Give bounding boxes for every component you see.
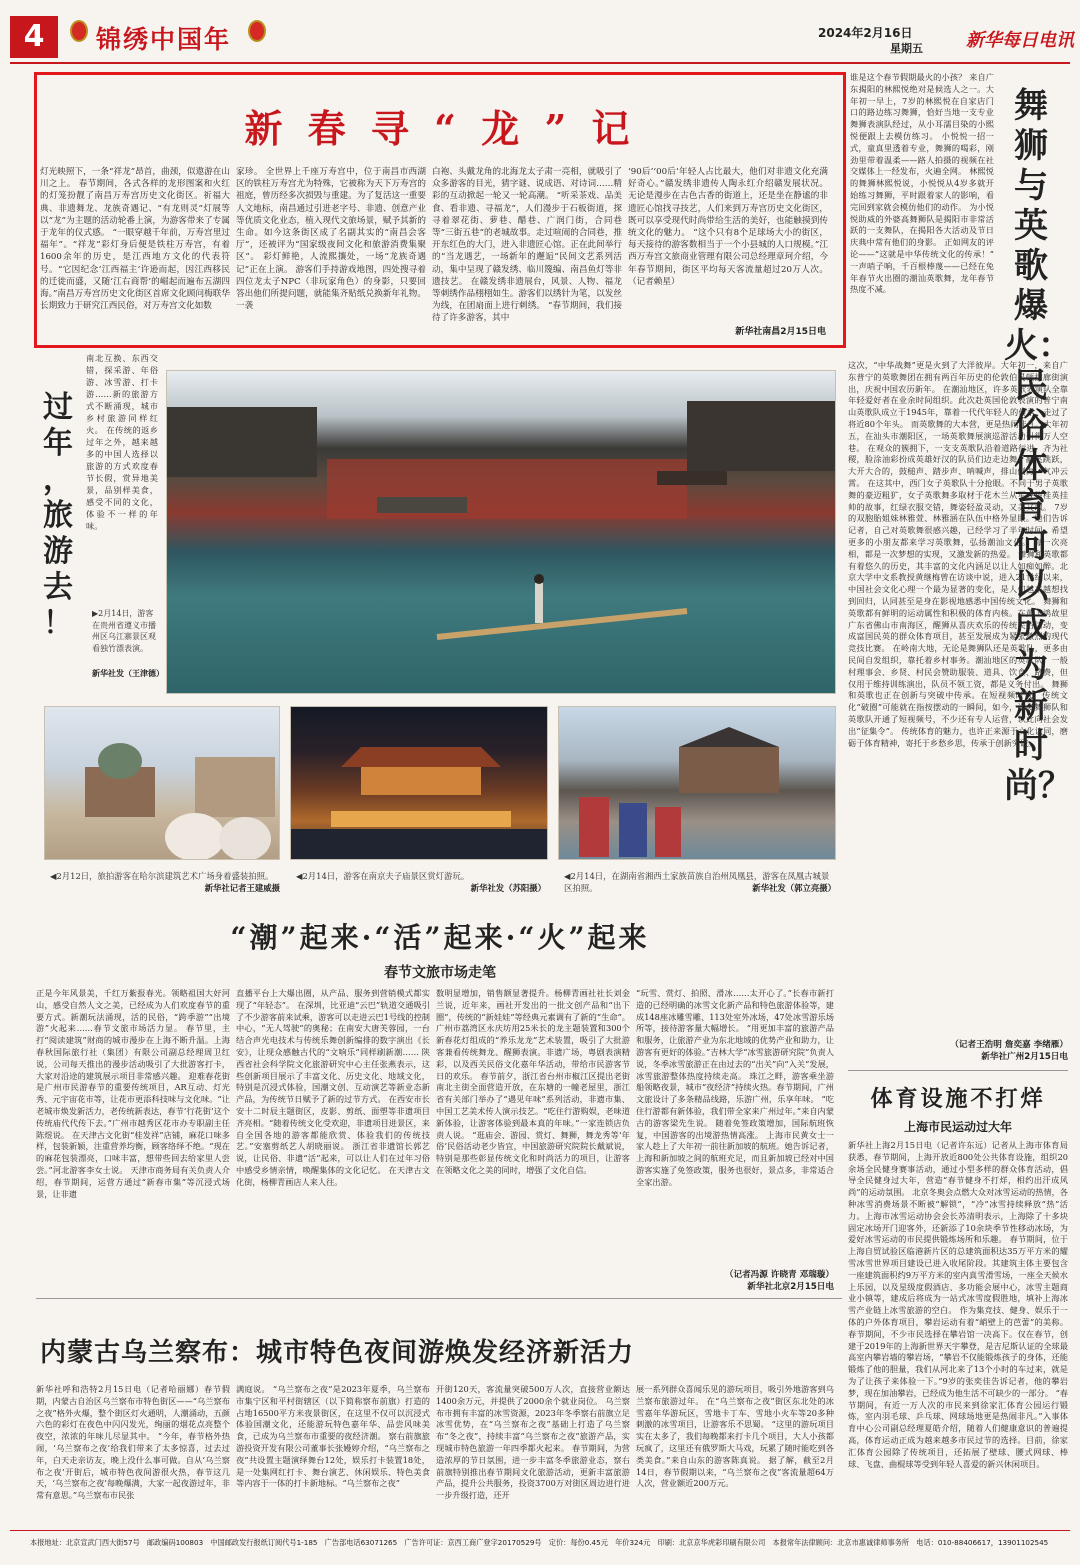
photo-caption: ◀2月12日，旅拍游客在哈尔滨建筑艺术广场身着盛装拍照。 (50, 871, 274, 881)
article-column: 新华社呼和浩特2月15日电（记者哈丽娜）春节假期，内蒙古自治区乌兰察布市特色街区——“乌兰察布之夜”格外火爆，整个街区灯火通明，人潮涌动，五颜六色的彩灯在夜色中闪闪发光，绚丽的烟花点亮整个夜空，浓浓的年味儿尽显其中。 “今年，春节格外热闹，‘乌兰察布之夜’给我们带来了太多惊喜，过去过年，白天走亲访友，晚上没什么事可做。自从‘乌兰察布之夜’开街后，城市特色夜间游很火热，春节这几天，‘乌兰察布之夜’每晚爆满，大家一起夜游过年，非常有意思。”乌兰察布市民张 (36, 1384, 230, 1501)
article-body: 新华社上海2月15日电（记者许东远）记者从上海市体育局获悉，春节期间，上海开放近800处公共体育设施，组织20余场全民健身赛事活动，通过小型多样的群众体育活动，倡导全民健身过大年，营造“春节健身不打烊，相约出汗成风尚”的运动氛围。 北京冬奥会点燃大众对冰雪运动的热情，各种冰雪消费场景不断被“解锁”，“冷”冰雪持续释放“热”活力。上海市冰雪运动协会会长苏清明表示，上海除了十多块固定冰场开门迎客外，还新添了10余块季节性移动冰场，为爱好冰雪运动的市民提供锻炼场所和乐趣。 春节期间，位于上海自贸试验区临港新片区的总建筑面积达35万平方米的耀雪冰雪世界项目建设已进入收尾阶段。其建筑主体主要包含一座建筑面积约9万平方米的室内真雪滑雪场，一座全天候水上乐园，以及星级度假酒店、多功能会展中心，冰雪主题商业小镇等，建成后将成为一站式冰雪度假胜地，填补上海冰雪产业链上冰雪旅游的空白。 作为集竞技、健身、娱乐于一体的户外体育项目，攀岩运动有着“峭壁上的芭蕾”的美称。春节期间，不少市民选择在攀岩馆一决高下。仅在春节，创建于2019年的上海新世界天宇攀登，是吉尼斯认证的全球最高室内攀岩墙的攀岩场，“攀岩不仅能锻炼孩子的身体，还能锻炼了他的胆量，我们从河北来了13个小时的车过来，就是为了让孩子来体验一下。”9岁的张奕佳告诉记者，他的攀岩梦，现在加油攀岩，已经成为他生活不可缺少的一部分。 “春节期间，有近一万人次的市民来到徐家汇体育公园运行锻炼，室内羽毛球、乒乓球、网球场地更是热闹非凡。”入事体育中心公司副总经理夏皓介绍，随着人们健康意识的普遍提高，体育运动正成为越来越多市民过节的选择。目前，徐家汇体育公园除了传统项目，还拓展了壁球、腰式网球、棒球、飞盘、曲棍球等受到年轻人喜爱的新兴休闲项目。 (848, 1140, 1068, 1469)
photo-credit: 新华社发（苏阳摄） (470, 883, 546, 893)
photo-caption: ◀2月14日，在湖南省湘西土家族苗族自治州凤凰县，游客在凤凰古城景区拍照。 (564, 871, 830, 893)
photo-fenghuang-town (558, 706, 836, 860)
article-column: ‘90后’‘00后’年轻人占比最大，他们对非遗文化充满好奇心。”赣发绣非遗传人陶永红介绍赣发展状况。 无论是漫步在古色古香的街道上，还是坐在静谧的非遗匠心馆找寻技艺，人们来到万寿宫历史文化街区，既可以享受现代时尚带给生活的美好，也能触摸到传统文化的魅力。 “这个只有8个足球场大小的街区，每天接待的游客数相当于一个小县城的人口规模。”江西万寿宫文旅商业管理有限公司总经理章珂介绍，今年春节期间，街区平均每天客流量超过20万人次。（记者赖星） (628, 167, 828, 287)
article-title: 体育设施不打烊 (870, 1086, 1046, 1112)
photo-caption: ◀2月14日，游客在南京夫子庙景区赏灯游玩。 (296, 871, 470, 881)
header-rule (10, 62, 1070, 64)
article-title: “潮”起来·“活”起来·“火”起来 (230, 921, 650, 954)
photo-credit: 新华社发（郭立亮摄） (752, 883, 836, 893)
photo-credit: 新华社发（王津德） (92, 669, 164, 678)
article-column: 直播平台上大爆出圈，从产品、服务到营销模式都实现了“年轻态”。 在深圳，比亚迪“云巴”轨道交通吸引了不少游客前来试乘，游客可以走进云巴1号线的控制中心，“无人驾驶”的奥秘；在南安大唐芙蓉园，一台结合声光电技术与传统乐舞创新编排的数字演出《长安》，让现众感触古代的“文响乐”同样刷新潮…… 陕西省社会科学院文化旅游研究中心主任张燕表示，这些创新项目展示了丰富文化、历史文化、地域文化，特别是沉浸式体验，国潮文创、互动演艺等新业态新产品，为传统节日赋予了新的过节方式。 在西安市长安十二时辰主题街区，皮影、剪纸、面塑等非遗项目齐亮相。“随着传统文化受欢迎，非遗项目进景区，来自全国各地的游客都能欣赏、体验我们的传统技艺。”安塞剪纸艺人胡晓丽说。 浙江省非遗馆长郭艺说，让民俗、非遗“活”起来，可以让人们在过年习俗中感受乡情亲情，唤醒集体的文化记忆。 在天津古文化街，杨柳青画店人来人往。 (236, 988, 430, 1187)
lantern-icon (248, 20, 266, 42)
article-column: 数明显增加，销售额显著提升。杨柳青画社社长刘金兰说，近年来，画社开发出的一批文创产品和“出下圈”，传统的“新娃娃”等经典元素调有了新的“生命”。 广州市荔湾区永庆坊用25米长的龙主题装置和300个新春花灯组成的“养乐龙龙”艺术装置，吸引了大批游客兼看传统舞龙、醒狮表演。非遗广场，粤剧表演精彩，以及西关民俗文化嘉年华活动，带给市民游客节日的欢乐。 春节前夕，浙江省台州市椒江区提出老街南北主街全面营造开放，在东塘的一幢老屋里，浙江省有关部门举办了“遇见年味”系列活动，非遗市集、中国工艺美术传人演示技艺。“吃住行游购娱，老味道新体验，让游客体验到最本真的年味。”一家连锁店负责人说。 “逛庙会、游园、赏灯、舞狮，舞龙秀等‘年俗’民俗活动老少皆宜，中国旅游研究院院长戴斌说，特别是那些彰显传统文化和时尚活力的项目，让游客在领略文化之美的同时，增强了文化自信。 (436, 988, 630, 1175)
article-byline: （记者冯源 许晓青 邓瑞璇） (724, 1270, 834, 1280)
article-title: 内蒙古乌兰察布：城市特色夜间游焕发经济新活力 (40, 1338, 635, 1368)
article-title: 新 春 寻 “ 龙 ” 记 (244, 106, 636, 151)
photo-caption: ▶2月14日，游客在贵州省遵义市播州区乌江寨景区观看独竹漂表演。 (92, 609, 156, 653)
article-intro: 谁是这个春节假期最火的小孩？ 来自广东揭阳的林熙悦绝对是候选人之一。大年初一早上，7岁的林熙悦在自家店门口的路边练习舞狮，恰好当地一支专业舞狮表演队经过，从小耳濡目染的小熙悦便跟上去模仿练习。 小悦悦一招一式，童真里透着专业，舞狮的喝彩，刚劲里带着温柔——路人拍摄的视频在社交媒体上一经发布，火遍全网。 林熙悦的舞狮林熙悦说，小悦悦从4岁多就开始练习舞狮，平时跟着家人的影响，看完回到家就会模仿他们的动作。 为小悦悦助威的外婆高舞狮队是揭阳市非常活跃的一支舞队，在揭阳各大活动及节日庆典中常有他们的身影。 正如网友的评论——“这就是中华传统文化的传承！” 一声哨子响，千百根棒蔑——已经在兔年春节火出圈的潮汕英歌舞，龙年春节热度不减。 (850, 72, 994, 295)
article-column: 正是今年风景美，千红万紫报春光。领略祖国大好河山，感受自然人文之美，已经成为人们欢度春节的重要方式。新潮玩法涌现，活的民俗，“跨季游”“出境游”火起来……春节文旅市场活力显。 春节里，主打“阅读建筑”财商的城市漫步在上海不断升温。上海春秋国际旅行社（集团）有限公司副总经理周卫红说，公司每天推出的漫步活动吸引了大批游客打卡，大家对沿途的建筑展示项目非常感兴趣。 迎难春花街是广州市民游春节的重要传统项目，AR互动、灯光秀、元宇宙花市等，让花市更添科技味与文化味。“让老城市焕发新活力，老传统新表达，春节‘行花街’这个传统庙代代传下去。”广州市越秀区花市办专职副主任陈煜说。 在天津古文化街“桂发祥”店铺，麻花口味多样，包装新颖，注重营养均衡，顾客络绎不绝。“现在的麻花包装漂亮，口味丰富，想带些回去给家里人尝尝。”河北游客李女士说。 天津市商务局有关负责人介绍，春节期间，运营方通过“新春市集”等沉浸式场景，让非遗 (36, 988, 230, 1199)
photo-story-title: 过 年 ， 旅 游 去 ！ (43, 390, 73, 641)
photo-nanjing-lanterns (290, 706, 548, 860)
main-photo-drift-boat (166, 370, 836, 694)
article-column: 白袍、头戴龙角的北海龙太子肃一亮相，就吸引了众多游客的目光，猜字谜、说成语、对诗词……精彩的互动掀起一轮又一轮高潮。 “听采茶戏、品美食、看非遗、寻福龙”，人们漫步于石板街道，探寻着翠花街、萝巷、醋巷、广润门街，合同巷等“三街五巷”的老城故事。走过喧闹的合同巷，推开东红色的大门，进入非遗匠心馆。正在此间举行的“当龙遇艺，一场新年的邂逅”民间文艺系列活动，集中呈现了赣发绣、临川篾编、南昌鱼灯等非遗技艺。 在赣发绣非遗展台，风景、人物、福龙等刺绣作品栩栩如生。游客们以绣针为笔，以发丝为线，在团扇面上进行刺绣。 “春节期间，我们接待了许多游客，其中 (432, 167, 622, 324)
article-column: 开街120天，客流量突破500万人次，直接营业额达1400余万元，并提供了2000余个就业岗位。 乌兰察布市拥有丰富的冰雪资源，2023年冬季察右前旗立足冰雪优势，在“乌兰察布之夜”基础上打造了乌兰察布“冬之夜”，持续丰富“乌兰察布之夜”旅游产品，实现城市特色旅游一年四季都火起来。 春节期间，为营造浓厚的节日氛围，进一步丰富冬季旅游业态，察右前旗特别推出春节期间文化旅游活动，更新丰富旅游产品，提升公共服务，投资3700万对街区周边进行进一步升级打造，还开 (436, 1384, 630, 1501)
article-column: 满庭说。 “乌兰察布之夜”是2023年夏季，乌兰察布市集宁区和平村街辖区（以下简称察布前旗）打造的占地16500平方米夜景街区，在这里不仅可以沉浸式体验国潮文化，还能游玩特色嘉年华、品尝风味美食，已成为乌兰察布市重要的夜经济潮。 察右前旗旅游投资开发有限公司董事长张嫚婷介绍，“乌兰察布之夜”共设置主题演绎舞台12处，娱乐打卡装置18处，是一处集网红打卡、舞台演艺、休闲娱乐、特色美食等内容于一体的打卡新地标。“乌兰察布之夜” (236, 1384, 430, 1489)
issue-weekday: 星期五 (890, 42, 923, 55)
article-subtitle: 春节文旅市场走笔 (384, 965, 496, 981)
paper-name: 新华每日电讯 (966, 30, 1074, 51)
article-column: “玩雪、赏灯、拍照、滑冰……太开心了。”长春市新打造的已经明确的冰雪文化新产品和特色旅游体验等，建成148座冰雕雪雕、113处室外冰场，47处冰雪游乐场所等，接待游客量大幅增长。 “用更加丰富的旅游产品和服务，让旅游产业为东北地域的优势产业和助力，让游客有更好的体验。”吉林大学“冰雪旅游研究院”负责人说，冬季冰雪旅游正在由过去的“出关”向“入关”发展，冰雪旅游整体热度持续走高。 珠江之畔，游客乘坐游船领略夜景，城市“夜经济”持续火热。春节期间，广州文旅设计了多条精品线路，乐游广州，乐享年味。 “吃住行游都有新体验，我们带全家来广州过年。”来自内蒙古的游客梁先生说。 随着免签政策增加，国际航班恢复，中国游客的出境游热情高涨。 上海市民黄女士一家人趁上了大年初一前往新加坡的航班。她告诉记者，上海和新加坡之间的航班充足，而且新加坡已经对中国游客实施了免签政策，服务也很好，景点多，非常适合全家出游。 (636, 988, 834, 1187)
photo-credit: 新华社记者王建威摄 (204, 883, 280, 893)
article-source: 新华社南昌2月15日电 (735, 327, 826, 337)
footer-rule (10, 1530, 1070, 1531)
footer-info: 本报地址：北京宣武门西大街57号 邮政编码100803 中国邮政发行报纸订阅代号1-185 广告部电话63071265 广告许可证：京西工商广登字20170529号 定价：每份0.45元 年价324元 印刷：北京京华虎彩印刷有限公司 本报常年法律顾问：北京市惠诚律师事务所 电话：010-88406617，13901102545 (30, 1538, 1049, 1547)
photo-story-intro: 南北互换、东西交错，探采游、年俗游、冰雪游、打卡游……新的旅游方式不断涌现，城市乡村旅游同样红火。 在传统的返乡过年之外，越来越多的中国人选择以旅游的方式欢度春节长假，赏异地美景，品别样美食，感受不同的文化，体验不一样的年味。 (86, 353, 158, 531)
article-source: 新华社广州2月15日电 (981, 1052, 1068, 1062)
issue-date: 2024年2月16日 (818, 26, 913, 40)
article-divider (848, 1070, 1068, 1071)
article-column: 家珍。 全世界上千座万寿宫中，位于南昌市西湖区的铁柱万寿宫尤为特殊，它被称为天下万寿宫的祖庭，曾历经多次损毁与重建。为了复活这一重要人文地标，南昌通过引进老字号、非遗、创意产业等优质文化业态，植入现代文旅场景，赋予其新的生命。如今这条街区成了名副其实的“南昌会客厅”，还被评为“国家级夜间文化和旅游消费集聚区”。 彩灯鲜艳，人流熙攘处，一场“龙族奇遇记”正在上演。 游客们手持游戏地图，四处搜寻着四位龙太子NPC（非玩家角色）的身影，只要回答出他们所提问题，就能集齐贴纸兑换新年礼物。一袭 (236, 167, 426, 312)
article-headline: 舞狮与英歌爆火：民俗体育何以成为新时尚？ (1004, 86, 1072, 806)
page-number: 4 (10, 16, 58, 58)
section-title: 锦绣中国年 (96, 25, 232, 54)
lantern-icon (70, 20, 88, 42)
article-column: 灯光映照下，一条“祥龙”昂首，曲颈，似遨游在山川之上。 春节期间，各式各样的龙形图案和火红的灯笼扮靓了南昌万寿宫历史文化街区。祈福大典、非遗舞龙、龙族奇遇记、“有龙则灵”灯展等以“龙”为主题的活动轮番上演，为游客带来了专属于龙年的仪式感。 “一眼穿越千年前，万寿宫里过福年”。“祥龙”彩灯身后便是铁柱万寿宫，有着1600余年的历史，是江西地方文化的代表符号。“它因纪念‘江西福主’许逊而起，因江西移民的迁徙而盛，又随‘江右商帮’的崛起而遍布五湖四海。”南昌万寿宫历史文化街区首席文化顾问梅联华长期致力于研究江西民俗，对万寿宫文化如数 (40, 167, 230, 312)
article-divider (36, 1298, 842, 1299)
article-column: 这次，“中华战舞”更是火到了大洋彼岸。大年初一，来自广东普宁的英歌舞团在拥有两百年历史的伦敦伯灵顿拱廊街演出，庆祝中国农历新年。 在潮汕地区，许多英歌表演队全靠年轻爱好者在业余时间组织。此次赴英国伦敦表演的普宁南山英歌队成立于1945年，靠着一代代年轻人的传承，走过了将近80个年头。 而英歌舞的大本营，更是热闹非凡。大年初五，在汕头市潮阳区，一场英歌舞展演巡游活动引得万人空巷。 在观众的簇拥下，一支支英歌队沿着道路行进，齐为社稷，脸涂油彩扮成英雄好汉的队员们边走边舞，翻飞跳跃，大开大合的，鼓槌声、踏步声、呐喊声，排山倒海，气冲云霄。 在这其中，西门女子英歌队十分抢眼。不同于男子英歌舞的豪迈粗犷，女子英歌舞多取材于花木兰从军或穆桂英挂帅的故事，红绿衣服交错，舞姿轻盈灵动，又美又飒。 7岁的双胞胎姐妹林雅萱、林雅涵在队伍中格外显眼。她们告诉记者，自己对英歌舞很感兴趣，已经学习了半年时间，希望更多的小朋友都来学习英歌舞，弘扬潮汕文化。 每一次亮相，都是一次梦想的实现，又激发新的热爱。 舞狮和英歌都有着悠久的历史，其丰富的文化内涵足以让人如痴如醉。北京大学中文系教授黄继梅曾在访谈中说，进入21世纪以来，中国社会文化心理一个最为显著的变化，是人们越来越想找到回归，认同甚至是身在影视地感悉中国传统文化。 舞狮和英歌都有鲜明的运动属性和积极的体育内核。在黄飞鸿故里广东省佛山市南海区，醒狮从喜庆欢乐的传统民俗活动，变成富国民英的群众体育项目，甚至发展成为紧张激烈的现代竞技比赛。 在岭南大地，无论是舞狮队还是英歌队，更多由民间自发组织，靠托着乡村事务。潮汕地区的英歌队，一般村理事会、乡贤、村民会赞助服装、道具、饮食、路费，但仅用于维持训练演出，队员不领工资，都是义务付出。 舞狮和英歌也正在创新与突破中传承。在短视频时代，传统文化“破圈”可能就在指按摆动的一瞬间，如今，许多舞狮队和英歌队开通了短视频号，不少还有专人运营，以此向社会发出“征集令”。 传统体育的魅力，也许正来源于文化认同，磨砺于体育精神，寄托于乡愁乡思，传承于创新突破。 (848, 360, 1068, 748)
photo-harbin-square (44, 706, 280, 860)
article-source: 新华社北京2月15日电 (747, 1282, 834, 1292)
article-column: 展一系列群众喜闻乐见的游玩项目，吸引外地游客到乌兰察布旅游过年。 在“乌兰察布之夜”街区东北处的冰雪嘉年华游玩区，雪地卡丁车、雪地小火车等20多种刺激的冰雪项目，让游客乐不思蜀。 “这里的游玩项目实在太多了，我们每晚都来打卡几个项目，大人小孩都玩疯了，这里还有俄罗斯大马戏，玩累了随时能吃到各类美食。”来自山东的游客陈真说。 据了解，截至2月14日，春节假期以来，“乌兰察布之夜”客流量超64万人次，营业额近200万元。 (636, 1384, 834, 1489)
article-subtitle: 上海市民运动过大年 (903, 1120, 1012, 1134)
article-byline: （记者王浩明 詹奕嘉 李绪雁） (950, 1040, 1068, 1050)
